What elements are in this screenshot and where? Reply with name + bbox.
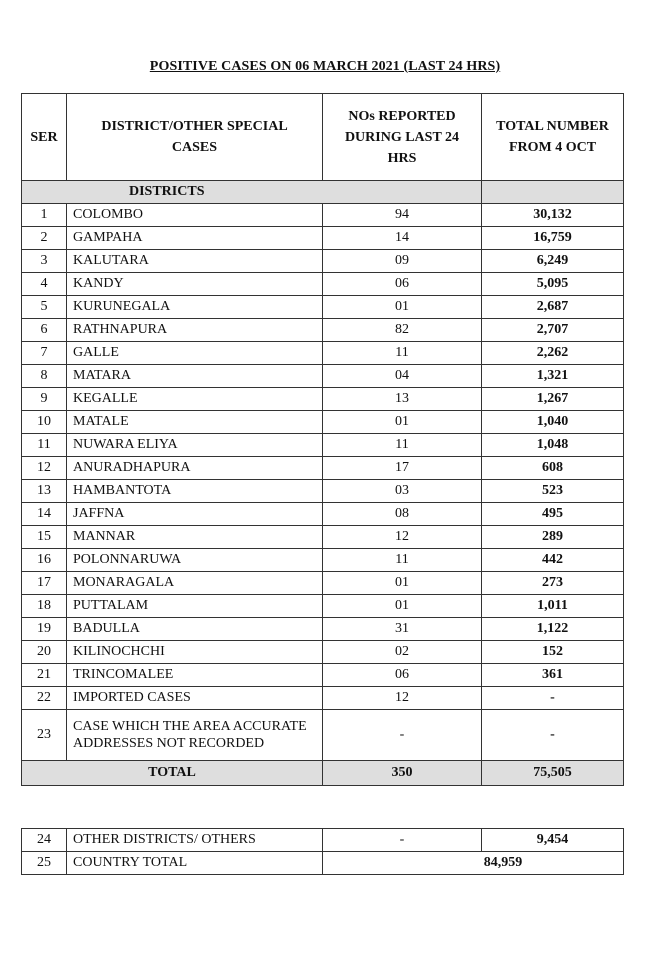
row-reported: 13 [323, 388, 482, 411]
table-row [22, 227, 624, 250]
row-total: 6,249 [482, 250, 624, 273]
row-district: GAMPAHA [67, 227, 323, 250]
row-total: 361 [482, 664, 624, 687]
total-reported: 350 [323, 761, 482, 786]
row-total: 2,262 [482, 342, 624, 365]
header-row [22, 94, 624, 181]
row-reported: 82 [323, 319, 482, 342]
row-reported: 03 [323, 480, 482, 503]
row-reported: 06 [323, 273, 482, 296]
header-reported: NOs REPORTED DURING LAST 24 HRS [323, 94, 482, 181]
table-row [22, 549, 624, 572]
row-district: MATARA [67, 365, 323, 388]
row-reported: 01 [323, 595, 482, 618]
row-total: 442 [482, 549, 624, 572]
row-district: GALLE [67, 342, 323, 365]
row-reported: - [323, 829, 482, 852]
row-reported: 12 [323, 687, 482, 710]
row-district: RATHNAPURA [67, 319, 323, 342]
row-total: 1,048 [482, 434, 624, 457]
row-reported: 11 [323, 434, 482, 457]
row-ser: 23 [22, 710, 67, 761]
row-district: KANDY [67, 273, 323, 296]
table-row [22, 852, 624, 875]
row-ser: 19 [22, 618, 67, 641]
header-ser: SER [22, 94, 67, 181]
table-row [22, 296, 624, 319]
row-total: 152 [482, 641, 624, 664]
row-reported: 17 [323, 457, 482, 480]
row-ser: 13 [22, 480, 67, 503]
table-row [22, 434, 624, 457]
row-district: MONARAGALA [67, 572, 323, 595]
row-total: 608 [482, 457, 624, 480]
table-row [22, 595, 624, 618]
row-total: 5,095 [482, 273, 624, 296]
total-label: TOTAL [22, 761, 323, 786]
row-ser: 22 [22, 687, 67, 710]
total-value: 75,505 [482, 761, 624, 786]
row-district: KURUNEGALA [67, 296, 323, 319]
row-district: JAFFNA [67, 503, 323, 526]
row-total: 1,267 [482, 388, 624, 411]
row-ser: 2 [22, 227, 67, 250]
row-district: POLONNARUWA [67, 549, 323, 572]
row-ser: 24 [22, 829, 67, 852]
table-row [22, 618, 624, 641]
row-total: 495 [482, 503, 624, 526]
cases-table [21, 93, 624, 786]
row-district: MANNAR [67, 526, 323, 549]
row-ser: 10 [22, 411, 67, 434]
table-row [22, 572, 624, 595]
row-ser: 3 [22, 250, 67, 273]
row-reported: 01 [323, 296, 482, 319]
row-district: NUWARA ELIYA [67, 434, 323, 457]
row-total: - [482, 710, 624, 761]
row-total: 1,011 [482, 595, 624, 618]
row-district: BADULLA [67, 618, 323, 641]
table-row [22, 710, 624, 761]
row-reported: 31 [323, 618, 482, 641]
row-total: 523 [482, 480, 624, 503]
row-total: 1,321 [482, 365, 624, 388]
row-ser: 8 [22, 365, 67, 388]
table-row [22, 204, 624, 227]
row-ser: 21 [22, 664, 67, 687]
row-ser: 4 [22, 273, 67, 296]
row-ser: 12 [22, 457, 67, 480]
row-total: 9,454 [482, 829, 624, 852]
row-total: 84,959 [323, 852, 624, 875]
row-district: TRINCOMALEE [67, 664, 323, 687]
row-reported: 12 [323, 526, 482, 549]
row-ser: 17 [22, 572, 67, 595]
section-blank [482, 181, 624, 204]
row-ser: 16 [22, 549, 67, 572]
row-district: MATALE [67, 411, 323, 434]
row-reported: 01 [323, 411, 482, 434]
row-total: 2,687 [482, 296, 624, 319]
other-table [21, 828, 624, 875]
row-total: - [482, 687, 624, 710]
row-district: KEGALLE [67, 388, 323, 411]
row-reported: 08 [323, 503, 482, 526]
total-row [22, 761, 624, 786]
row-reported: 94 [323, 204, 482, 227]
row-reported: 09 [323, 250, 482, 273]
row-reported: 02 [323, 641, 482, 664]
table-row [22, 365, 624, 388]
row-district: PUTTALAM [67, 595, 323, 618]
row-reported: 04 [323, 365, 482, 388]
row-ser: 14 [22, 503, 67, 526]
row-total: 273 [482, 572, 624, 595]
row-ser: 20 [22, 641, 67, 664]
table-row [22, 480, 624, 503]
row-ser: 5 [22, 296, 67, 319]
row-total: 289 [482, 526, 624, 549]
page-title: POSITIVE CASES ON 06 MARCH 2021 (LAST 24 HRS) [149, 59, 501, 74]
table-row [22, 687, 624, 710]
table-row [22, 526, 624, 549]
row-district: IMPORTED CASES [67, 687, 323, 710]
row-district: COUNTRY TOTAL [67, 852, 323, 875]
row-reported: 14 [323, 227, 482, 250]
table-row [22, 664, 624, 687]
row-district: KILINOCHCHI [67, 641, 323, 664]
row-reported: - [323, 710, 482, 761]
row-district: CASE WHICH THE AREA ACCURATE ADDRESSES NOT RECORDED [67, 710, 323, 761]
row-district: OTHER DISTRICTS/ OTHERS [67, 829, 323, 852]
row-district: KALUTARA [67, 250, 323, 273]
row-reported: 11 [323, 549, 482, 572]
row-total: 30,132 [482, 204, 624, 227]
row-district: HAMBANTOTA [67, 480, 323, 503]
table-row [22, 273, 624, 296]
table-row [22, 250, 624, 273]
row-reported: 06 [323, 664, 482, 687]
row-ser: 7 [22, 342, 67, 365]
row-district: ANURADHAPURA [67, 457, 323, 480]
row-total: 1,122 [482, 618, 624, 641]
table-row [22, 641, 624, 664]
table-row [22, 319, 624, 342]
table-row [22, 503, 624, 526]
row-total: 1,040 [482, 411, 624, 434]
district-rows [22, 204, 624, 761]
section-row [22, 181, 624, 204]
row-total: 2,707 [482, 319, 624, 342]
header-total: TOTAL NUMBER FROM 4 OCT [482, 94, 624, 181]
row-ser: 11 [22, 434, 67, 457]
row-ser: 15 [22, 526, 67, 549]
row-ser: 18 [22, 595, 67, 618]
header-district: DISTRICT/OTHER SPECIAL CASES [67, 94, 323, 181]
row-district: COLOMBO [67, 204, 323, 227]
table-row [22, 457, 624, 480]
table-row [22, 388, 624, 411]
row-ser: 25 [22, 852, 67, 875]
row-reported: 11 [323, 342, 482, 365]
table-row [22, 411, 624, 434]
table-row [22, 829, 624, 852]
row-ser: 1 [22, 204, 67, 227]
row-total: 16,759 [482, 227, 624, 250]
section-label: DISTRICTS [22, 181, 482, 204]
row-ser: 6 [22, 319, 67, 342]
table-row [22, 342, 624, 365]
row-reported: 01 [323, 572, 482, 595]
row-ser: 9 [22, 388, 67, 411]
